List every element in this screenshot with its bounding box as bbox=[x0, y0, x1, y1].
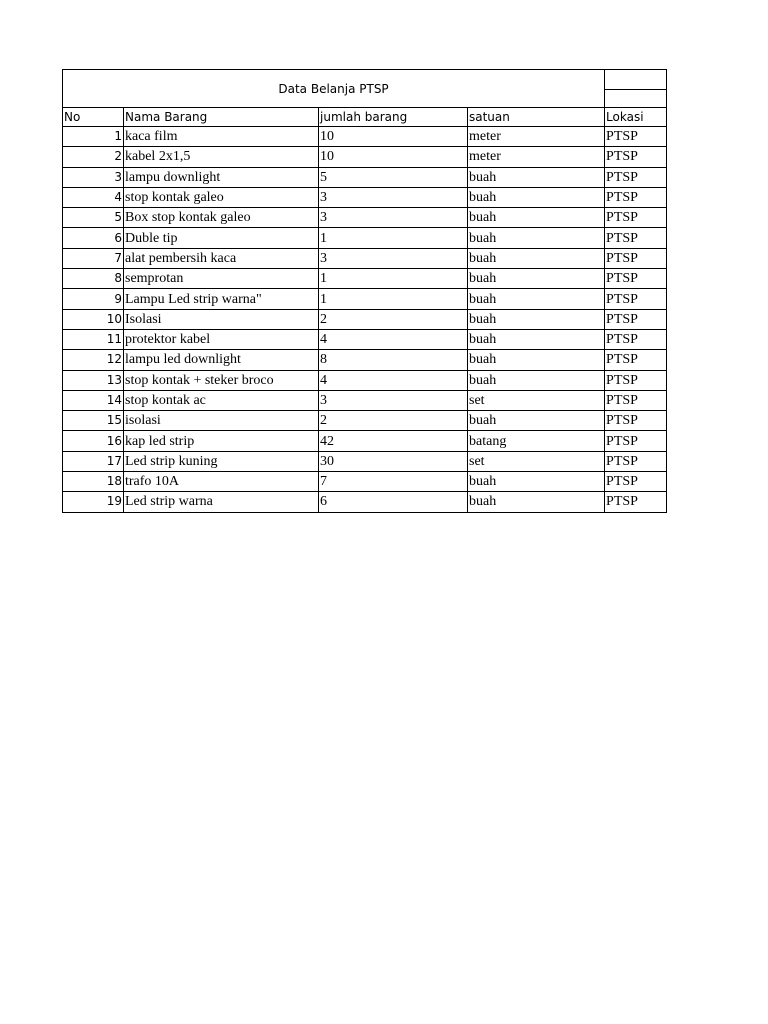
cell-jumlah-barang[interactable]: 7 bbox=[319, 472, 468, 492]
cell-no[interactable]: 5 bbox=[63, 208, 124, 228]
empty-cell[interactable] bbox=[605, 89, 667, 108]
cell-satuan[interactable]: set bbox=[468, 451, 605, 471]
cell-satuan[interactable]: buah bbox=[468, 167, 605, 187]
cell-jumlah-barang[interactable]: 10 bbox=[319, 147, 468, 167]
cell-no[interactable]: 19 bbox=[63, 492, 124, 512]
cell-lokasi[interactable]: PTSP bbox=[605, 228, 667, 248]
cell-nama-barang[interactable]: kabel 2x1,5 bbox=[124, 147, 319, 167]
cell-jumlah-barang[interactable]: 8 bbox=[319, 350, 468, 370]
cell-lokasi[interactable]: PTSP bbox=[605, 289, 667, 309]
table-row bbox=[63, 248, 667, 268]
cell-jumlah-barang[interactable]: 42 bbox=[319, 431, 468, 451]
cell-jumlah-barang[interactable]: 2 bbox=[319, 309, 468, 329]
cell-no[interactable]: 18 bbox=[63, 472, 124, 492]
cell-satuan[interactable]: buah bbox=[468, 309, 605, 329]
table-row bbox=[63, 167, 667, 187]
table-row bbox=[63, 289, 667, 309]
header-jumlah-barang[interactable]: jumlah barang bbox=[319, 108, 468, 127]
cell-satuan[interactable]: buah bbox=[468, 289, 605, 309]
cell-satuan[interactable]: buah bbox=[468, 472, 605, 492]
table-row bbox=[63, 370, 667, 390]
table-row bbox=[63, 147, 667, 167]
cell-lokasi[interactable]: PTSP bbox=[605, 390, 667, 410]
empty-cell[interactable] bbox=[605, 70, 667, 90]
cell-no[interactable]: 15 bbox=[63, 411, 124, 431]
cell-satuan[interactable]: buah bbox=[468, 208, 605, 228]
cell-satuan[interactable]: buah bbox=[468, 269, 605, 289]
cell-lokasi[interactable]: PTSP bbox=[605, 411, 667, 431]
table-row bbox=[63, 127, 667, 147]
header-satuan[interactable]: satuan bbox=[468, 108, 605, 127]
sheet-title[interactable]: Data Belanja PTSP bbox=[63, 70, 605, 108]
cell-satuan[interactable]: buah bbox=[468, 248, 605, 268]
cell-jumlah-barang[interactable]: 10 bbox=[319, 127, 468, 147]
cell-satuan[interactable]: meter bbox=[468, 147, 605, 167]
cell-lokasi[interactable]: PTSP bbox=[605, 329, 667, 349]
cell-satuan[interactable]: buah bbox=[468, 350, 605, 370]
cell-nama-barang[interactable]: Box stop kontak galeo bbox=[124, 208, 319, 228]
table-row bbox=[63, 451, 667, 471]
cell-no[interactable]: 11 bbox=[63, 329, 124, 349]
purchase-table bbox=[62, 69, 667, 513]
header-lokasi[interactable]: Lokasi bbox=[605, 108, 667, 127]
cell-no[interactable]: 8 bbox=[63, 269, 124, 289]
cell-lokasi[interactable]: PTSP bbox=[605, 431, 667, 451]
cell-no[interactable]: 7 bbox=[63, 248, 124, 268]
table-row bbox=[63, 431, 667, 451]
table-row bbox=[63, 390, 667, 410]
cell-lokasi[interactable]: PTSP bbox=[605, 492, 667, 512]
cell-no[interactable]: 14 bbox=[63, 390, 124, 410]
cell-lokasi[interactable]: PTSP bbox=[605, 147, 667, 167]
cell-no[interactable]: 2 bbox=[63, 147, 124, 167]
cell-jumlah-barang[interactable]: 1 bbox=[319, 228, 468, 248]
cell-jumlah-barang[interactable]: 3 bbox=[319, 208, 468, 228]
cell-no[interactable]: 10 bbox=[63, 309, 124, 329]
table-row bbox=[63, 309, 667, 329]
cell-no[interactable]: 3 bbox=[63, 167, 124, 187]
cell-jumlah-barang[interactable]: 3 bbox=[319, 390, 468, 410]
cell-nama-barang[interactable]: isolasi bbox=[124, 411, 319, 431]
cell-jumlah-barang[interactable]: 5 bbox=[319, 167, 468, 187]
table-row bbox=[63, 329, 667, 349]
cell-satuan[interactable]: buah bbox=[468, 411, 605, 431]
cell-satuan[interactable]: buah bbox=[468, 228, 605, 248]
cell-nama-barang[interactable]: kap led strip bbox=[124, 431, 319, 451]
table-row bbox=[63, 269, 667, 289]
cell-nama-barang[interactable]: alat pembersih kaca bbox=[124, 248, 319, 268]
cell-nama-barang[interactable]: stop kontak galeo bbox=[124, 187, 319, 207]
cell-jumlah-barang[interactable]: 1 bbox=[319, 289, 468, 309]
cell-nama-barang[interactable]: lampu led downlight bbox=[124, 350, 319, 370]
cell-lokasi[interactable]: PTSP bbox=[605, 127, 667, 147]
table-row bbox=[63, 472, 667, 492]
cell-lokasi[interactable]: PTSP bbox=[605, 208, 667, 228]
cell-lokasi[interactable]: PTSP bbox=[605, 309, 667, 329]
cell-no[interactable]: 17 bbox=[63, 451, 124, 471]
cell-no[interactable]: 16 bbox=[63, 431, 124, 451]
cell-satuan[interactable]: batang bbox=[468, 431, 605, 451]
cell-nama-barang[interactable]: protektor kabel bbox=[124, 329, 319, 349]
header-nama-barang[interactable]: Nama Barang bbox=[124, 108, 319, 127]
cell-nama-barang[interactable]: Led strip kuning bbox=[124, 451, 319, 471]
table-row bbox=[63, 187, 667, 207]
cell-jumlah-barang[interactable]: 4 bbox=[319, 370, 468, 390]
cell-jumlah-barang[interactable]: 3 bbox=[319, 248, 468, 268]
cell-jumlah-barang[interactable]: 4 bbox=[319, 329, 468, 349]
cell-nama-barang[interactable]: stop kontak + steker broco bbox=[124, 370, 319, 390]
cell-satuan[interactable]: set bbox=[468, 390, 605, 410]
cell-nama-barang[interactable]: semprotan bbox=[124, 269, 319, 289]
cell-satuan[interactable]: buah bbox=[468, 329, 605, 349]
cell-nama-barang[interactable]: Isolasi bbox=[124, 309, 319, 329]
table-row bbox=[63, 411, 667, 431]
cell-nama-barang[interactable]: trafo 10A bbox=[124, 472, 319, 492]
cell-no[interactable]: 4 bbox=[63, 187, 124, 207]
cell-lokasi[interactable]: PTSP bbox=[605, 187, 667, 207]
cell-nama-barang[interactable]: Duble tip bbox=[124, 228, 319, 248]
table-row bbox=[63, 350, 667, 370]
cell-satuan[interactable]: buah bbox=[468, 370, 605, 390]
cell-satuan[interactable]: buah bbox=[468, 187, 605, 207]
header-no[interactable]: No bbox=[63, 108, 124, 127]
table-row bbox=[63, 492, 667, 512]
cell-lokasi[interactable]: PTSP bbox=[605, 269, 667, 289]
cell-nama-barang[interactable]: stop kontak ac bbox=[124, 390, 319, 410]
cell-jumlah-barang[interactable]: 30 bbox=[319, 451, 468, 471]
cell-jumlah-barang[interactable]: 2 bbox=[319, 411, 468, 431]
table-row bbox=[63, 208, 667, 228]
cell-lokasi[interactable]: PTSP bbox=[605, 167, 667, 187]
cell-lokasi[interactable]: PTSP bbox=[605, 248, 667, 268]
cell-satuan[interactable]: meter bbox=[468, 127, 605, 147]
cell-nama-barang[interactable]: lampu downlight bbox=[124, 167, 319, 187]
cell-satuan[interactable]: buah bbox=[468, 492, 605, 512]
cell-lokasi[interactable]: PTSP bbox=[605, 472, 667, 492]
table-row bbox=[63, 228, 667, 248]
cell-jumlah-barang[interactable]: 3 bbox=[319, 187, 468, 207]
cell-jumlah-barang[interactable]: 1 bbox=[319, 269, 468, 289]
cell-lokasi[interactable]: PTSP bbox=[605, 370, 667, 390]
cell-no[interactable]: 9 bbox=[63, 289, 124, 309]
cell-no[interactable]: 13 bbox=[63, 370, 124, 390]
cell-no[interactable]: 6 bbox=[63, 228, 124, 248]
cell-no[interactable]: 1 bbox=[63, 127, 124, 147]
cell-nama-barang[interactable]: kaca film bbox=[124, 127, 319, 147]
cell-lokasi[interactable]: PTSP bbox=[605, 451, 667, 471]
cell-nama-barang[interactable]: Led strip warna bbox=[124, 492, 319, 512]
cell-nama-barang[interactable]: Lampu Led strip warna" bbox=[124, 289, 319, 309]
cell-jumlah-barang[interactable]: 6 bbox=[319, 492, 468, 512]
cell-lokasi[interactable]: PTSP bbox=[605, 350, 667, 370]
cell-no[interactable]: 12 bbox=[63, 350, 124, 370]
